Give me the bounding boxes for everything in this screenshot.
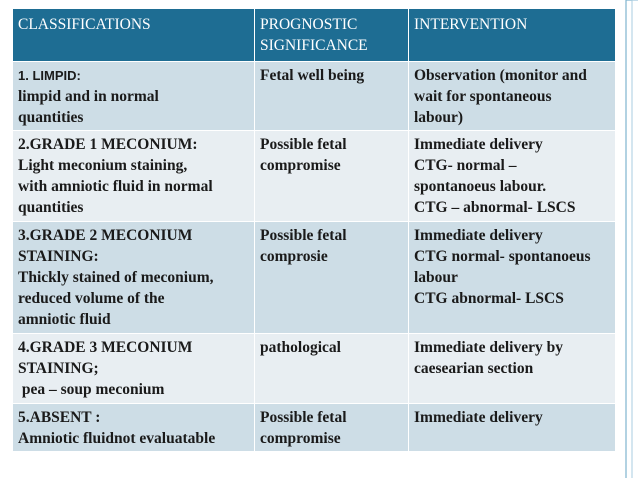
intervention-line: CTG abnormal- LSCS: [414, 290, 564, 307]
prognostic-line: compromise: [260, 157, 341, 174]
header-line: PROGNOSTIC: [260, 16, 358, 33]
classification-line: STAINING:: [18, 248, 99, 265]
intervention-cell: [409, 62, 616, 131]
intervention-cell: [409, 404, 616, 452]
intervention-cell: [409, 222, 616, 334]
prognostic-line: Possible fetal: [260, 136, 347, 153]
intervention-line: CTG- normal –: [414, 157, 517, 174]
classification-cell: [13, 62, 255, 131]
classification-line: 2.GRADE 1 MECONIUM:: [18, 136, 198, 153]
classification-line: 4.GRADE 3 MECONIUM: [18, 339, 193, 356]
classification-line: Light meconium staining,: [18, 157, 188, 174]
classification-cell: [13, 131, 255, 222]
intervention-line: spontanoeus labour.: [414, 178, 547, 195]
intervention-line: caesearian section: [414, 360, 534, 377]
table-row: [13, 404, 616, 452]
table-row: [13, 131, 616, 222]
classification-line: amniotic fluid: [18, 311, 111, 328]
intervention-line: Immediate delivery: [414, 227, 543, 244]
classification-line: 3.GRADE 2 MECONIUM: [18, 227, 193, 244]
table-row: [13, 334, 616, 404]
intervention-line: Immediate delivery: [414, 136, 543, 153]
classification-line: STAINING;: [18, 360, 99, 377]
prognostic-line: compromise: [260, 430, 341, 447]
classification-line: limpid and in normal: [18, 88, 159, 105]
classification-line: quantities: [18, 199, 84, 216]
intervention-line: Immediate delivery: [414, 409, 543, 426]
intervention-line: Observation (monitor and: [414, 67, 587, 84]
table-header-row: [13, 9, 616, 62]
prognostic-line: Possible fetal: [260, 227, 347, 244]
classification-line: reduced volume of the: [18, 290, 165, 307]
classification-cell: [13, 334, 255, 404]
table-row: [13, 222, 616, 334]
classification-line: Thickly stained of meconium,: [18, 269, 214, 286]
decorative-corner-lines: [618, 0, 638, 478]
header-classifications: [13, 9, 255, 62]
header-line: SIGNIFICANCE: [260, 37, 368, 54]
prognostic-cell: [255, 222, 409, 334]
classification-line: with amniotic fluid in normal: [18, 178, 213, 195]
prognostic-line: pathological: [260, 339, 341, 356]
intervention-line: Immediate delivery by: [414, 339, 563, 356]
intervention-line: CTG normal- spontanoeus: [414, 248, 591, 265]
intervention-cell: [409, 131, 616, 222]
intervention-line: wait for spontaneous: [414, 88, 552, 105]
classification-cell: [13, 222, 255, 334]
prognostic-cell: [255, 131, 409, 222]
prognostic-line: Fetal well being: [260, 67, 365, 84]
classification-table: [12, 8, 616, 452]
intervention-line: CTG – abnormal- LSCS: [414, 199, 576, 216]
intervention-cell: [409, 334, 616, 404]
classification-line: Amniotic fluidnot evaluatable: [18, 430, 216, 447]
header-line: INTERVENTION: [414, 16, 528, 33]
intervention-line: labour): [414, 109, 464, 126]
classification-cell: [13, 404, 255, 452]
prognostic-line: Possible fetal: [260, 409, 347, 426]
classification-line: pea – soup meconium: [18, 381, 165, 398]
prognostic-cell: [255, 62, 409, 131]
prognostic-cell: [255, 334, 409, 404]
prognostic-cell: [255, 404, 409, 452]
classification-title: 1. LIMPID:: [18, 68, 81, 83]
prognostic-line: comprosie: [260, 248, 328, 265]
header-line: CLASSIFICATIONS: [18, 16, 151, 33]
header-intervention: [409, 9, 616, 62]
classification-line: 5.ABSENT :: [18, 409, 101, 426]
classification-line: quantities: [18, 109, 84, 126]
intervention-line: labour: [414, 269, 458, 286]
header-prognostic-significance: [255, 9, 409, 62]
table-row: [13, 62, 616, 131]
